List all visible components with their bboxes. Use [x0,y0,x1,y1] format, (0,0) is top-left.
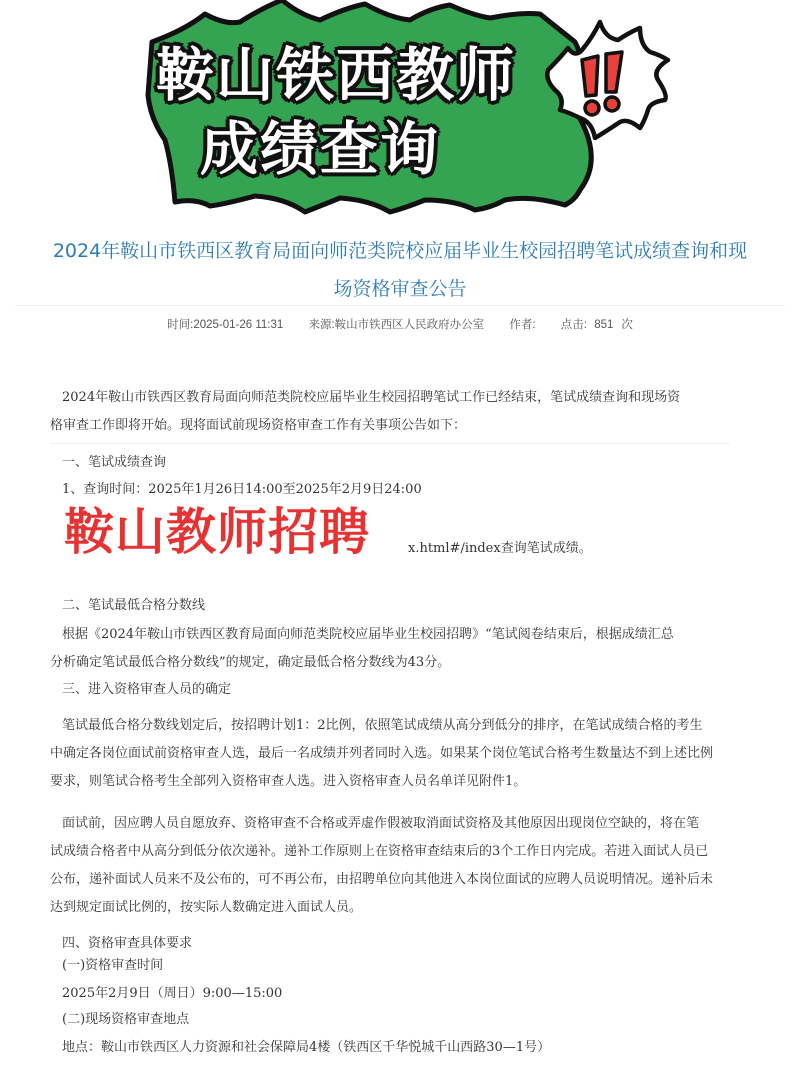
section3-para2-line2: 试成绩合格者中从高分到低分依次递补。递补工作原则上在资格审查结束后的3个工作日内完成。若进入面试人员已 [50,844,709,859]
query-link-tail[interactable]: x.html#/index查询笔试成绩。 [408,541,592,556]
section2-line1: 根据《2024年鞍山市铁西区教育局面向师范类院校应届毕业生校园招聘》“笔试阅卷结束后，根据成绩汇总 [62,627,674,642]
section4-sub2: (二)现场资格审查地点 [62,1012,190,1027]
section2-line2: 分析确定笔试最低合格分数线”的规定，确定最低合格分数线为43分。 [50,655,451,670]
article-title-line2: 场资格审查公告 [333,278,467,300]
section4-heading: 四、资格审查具体要求 [62,936,193,951]
section4-sub2-value: 地点：鞍山市铁西区人力资源和社会保障局4楼（铁西区千华悦城千山西路30—1号） [62,1040,551,1055]
article-title-line1: 2024年鞍山市铁西区教育局面向师范类院校应届毕业生校园招聘笔试成绩查询和现 [52,240,748,262]
section2-heading: 二、笔试最低合格分数线 [62,598,206,613]
section4-sub1: (一)资格审查时间 [62,958,164,973]
section3-para1-line3: 要求，则笔试合格考生全部列入资格审查人选。进入资格审查人员名单详见附件1。 [50,774,527,789]
click-count [561,319,633,331]
click-count-unit: 次 [621,319,633,331]
section3-para1-line1: 笔试最低合格分数线划定后，按招聘计划1：2比例，依照笔试成绩从高分到低分的排序，在笔试成绩合格的考生 [62,718,703,733]
query-time: 1、查询时间：2025年1月26日14:00至2025年2月9日24:00 [62,482,422,497]
click-count-value: 851 [594,319,614,331]
banner-title [130,38,550,186]
overlay-watermark: 鞍山教师招聘 [64,503,370,561]
banner-title-line1: 鞍山铁西教师 [155,41,516,109]
article-meta [0,316,800,332]
section3-para2-line3: 公布，递补面试人员来不及公布的，可不再公布，由招聘单位向其他进入本岗位面试的应聘人员说明情况。递补后未 [50,872,714,887]
section3-para2-line4: 达到规定面试比例的，按实际人数确定进入面试人员。 [50,900,363,915]
article-title [15,232,785,308]
intro-line1: 2024年鞍山市铁西区教育局面向师范类院校应届毕业生校园招聘笔试工作已经结束，笔试成绩查询和现场资 [62,390,681,405]
section1-heading: 一、笔试成绩查询 [62,455,167,470]
intro-divider [50,443,730,444]
section3-para2-line1: 面试前，因应聘人员自愿放弃、资格审查不合格或弄虚作假被取消面试资格及其他原因出现岗位空缺的，将在笔 [62,816,700,831]
source: 来源:鞍山市铁西区人民政府办公室 [308,319,485,331]
click-count-label: 点击: [560,319,587,331]
author: 作者: [509,319,536,331]
publish-time: 时间:2025-01-26 11:31 [167,319,284,331]
intro-line2: 格审查工作即将开始。现将面试前现场资格审查工作有关事项公告如下： [50,418,467,433]
section4-sub1-value: 2025年2月9日（周日）9:00—15:00 [62,986,283,1001]
banner-title-line2: 成绩查询 [199,115,440,183]
section3-heading: 三、进入资格审查人员的确定 [62,682,232,697]
title-divider [15,305,785,306]
banner [0,0,800,225]
section3-para1-line2: 中确定各岗位面试前资格审查人选，最后一名成绩并列者同时入选。如果某个岗位笔试合格考生数量达不到上述比例 [50,746,714,761]
